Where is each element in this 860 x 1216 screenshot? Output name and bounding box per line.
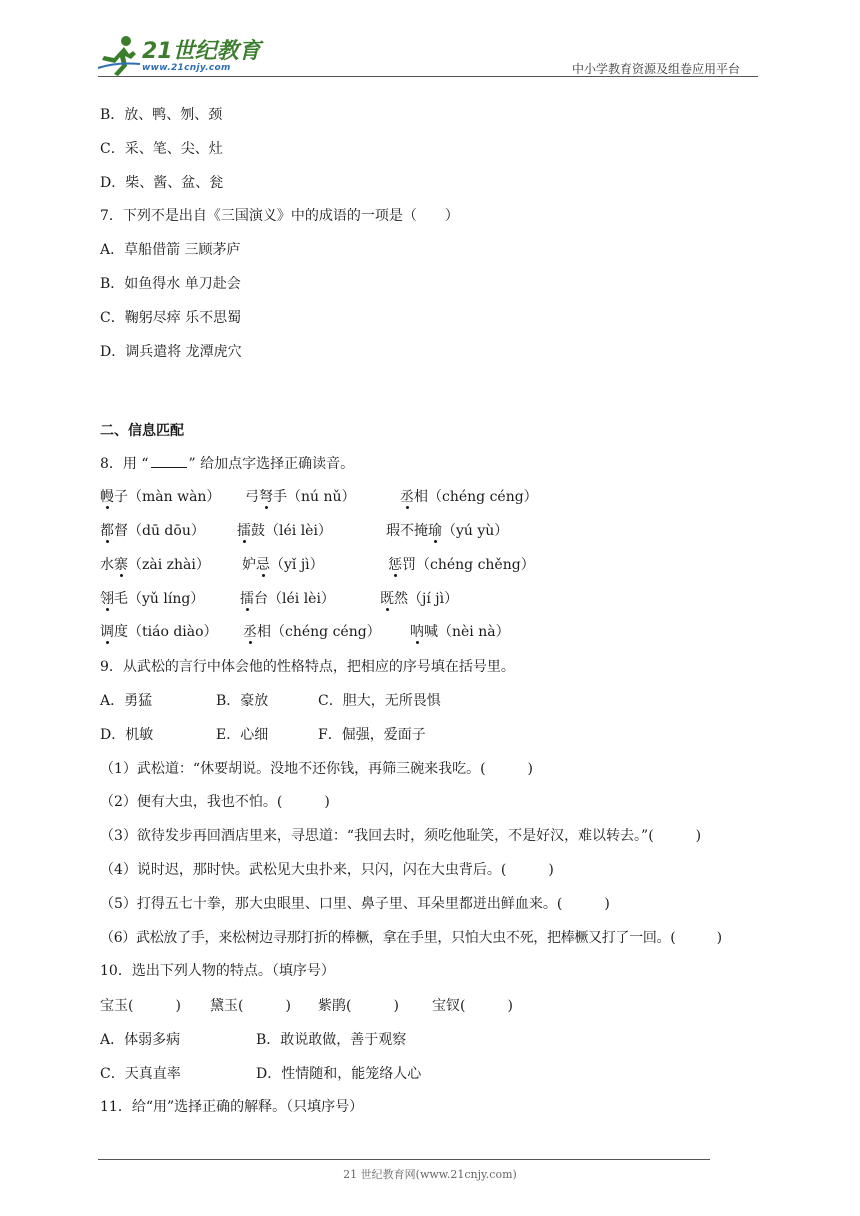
dotted-char: 丞 bbox=[243, 624, 257, 640]
dotted-char: 擂 bbox=[237, 523, 251, 539]
q8-item: 翎毛（yǔ líng） bbox=[100, 591, 205, 607]
q6-option-b: B．放、鸭、刎、颈 bbox=[100, 107, 223, 123]
q6-option-c: C．采、笔、尖、灶 bbox=[100, 141, 223, 157]
q9-option-c: C．胆大，无所畏惧 bbox=[318, 693, 441, 709]
site-logo bbox=[96, 34, 266, 78]
q8-stem bbox=[100, 455, 354, 473]
dotted-char: 瑜 bbox=[428, 523, 442, 539]
q8-item: 幔子（màn wàn） bbox=[100, 489, 221, 505]
q6-option-d: D．柴、酱、盆、瓮 bbox=[100, 175, 224, 191]
q8-stem-pre: 8．用 “ bbox=[100, 456, 149, 472]
section-title: 二、信息匹配 bbox=[100, 423, 184, 439]
q7-option-b: B．如鱼得水 单刀赴会 bbox=[100, 276, 241, 292]
dotted-char: 呐 bbox=[410, 624, 424, 640]
q8-stem-post: ” 给加点字选择正确读音。 bbox=[188, 456, 355, 472]
q10-option-d: D．性情随和，能笼络人心 bbox=[256, 1066, 422, 1082]
q8-item: 擂鼓（léi lèi） bbox=[237, 523, 332, 539]
q7-stem: 7．下列不是出自《三国演义》中的成语的一项是（ ） bbox=[100, 208, 459, 224]
q9-item-1: （1）武松道：“休要胡说。没地不还你钱，再筛三碗来我吃。( ) bbox=[100, 761, 533, 777]
q10-option-c: C．天真直率 bbox=[100, 1066, 181, 1082]
q8-item: 妒忌（yǐ jì） bbox=[242, 557, 324, 573]
q10-blank-baochai: 宝钗( ) bbox=[432, 998, 513, 1014]
q9-stem: 9．从武松的言行中体会他的性格特点，把相应的序号填在括号里。 bbox=[100, 659, 515, 675]
logo-url-text: www.21cnjy.com bbox=[142, 63, 231, 73]
logo-brand-text: 21世纪教育 bbox=[142, 39, 261, 64]
dotted-char: 丞 bbox=[400, 489, 414, 505]
q8-item: 瑕不掩瑜（yú yù） bbox=[386, 523, 509, 539]
answer-blank bbox=[151, 455, 187, 468]
q8-item: 丞相（chéng céng） bbox=[243, 624, 381, 640]
q8-item: 既然（jí jì） bbox=[380, 591, 459, 607]
q10-blank-daiyu: 黛玉( ) bbox=[210, 998, 291, 1014]
q10-option-b: B．敢说敢做，善于观察 bbox=[256, 1032, 407, 1048]
dotted-char: 既 bbox=[380, 591, 394, 607]
dotted-char: 寨 bbox=[114, 557, 128, 573]
dotted-char: 忌 bbox=[256, 557, 270, 573]
dotted-char: 都 bbox=[100, 523, 114, 539]
q7-option-d: D．调兵遣将 龙潭虎穴 bbox=[100, 344, 242, 360]
q8-item: 擂台（léi lèi） bbox=[240, 591, 335, 607]
dotted-char: 翎 bbox=[100, 591, 114, 607]
footer-divider bbox=[98, 1159, 710, 1160]
q11-stem: 11．给“用”选择正确的解释。（只填序号） bbox=[100, 1099, 364, 1115]
q10-blank-baoyu: 宝玉( ) bbox=[100, 998, 181, 1014]
q9-option-f: F．倔强，爱面子 bbox=[318, 727, 426, 743]
q9-option-d: D．机敏 bbox=[100, 727, 154, 743]
q9-item-2: （2）便有大虫，我也不怕。( ) bbox=[100, 794, 330, 810]
q9-item-5: （5）打得五七十拳，那大虫眼里、口里、鼻子里、耳朵里都迸出鲜血来。( ) bbox=[100, 896, 610, 912]
q8-item: 都督（dū dōu） bbox=[100, 523, 205, 539]
dotted-char: 擂 bbox=[240, 591, 254, 607]
q9-option-a: A．勇猛 bbox=[100, 693, 153, 709]
q8-item: 调度（tiáo diào） bbox=[100, 624, 218, 640]
q8-item: 丞相（chéng céng） bbox=[400, 489, 538, 505]
platform-name: 中小学教育资源及组卷应用平台 bbox=[572, 62, 741, 76]
q10-stem: 10．选出下列人物的特点。（填序号） bbox=[100, 963, 335, 979]
runner-logo-icon bbox=[96, 34, 142, 78]
q9-item-6: （6）武松放了手，来松树边寻那打折的棒橛，拿在手里，只怕大虫不死，把棒橛又打了一回。( ) bbox=[100, 930, 722, 946]
q7-option-a: A．草船借箭 三顾茅庐 bbox=[100, 242, 241, 258]
q7-option-c: C．鞠躬尽瘁 乐不思蜀 bbox=[100, 310, 242, 326]
dotted-char: 弩 bbox=[259, 489, 273, 505]
q10-option-a: A．体弱多病 bbox=[100, 1032, 181, 1048]
q9-option-b: B．豪放 bbox=[216, 693, 269, 709]
q9-option-e: E．心细 bbox=[216, 727, 269, 743]
q8-item: 惩罚（chéng chěng） bbox=[388, 557, 535, 573]
dotted-char: 调 bbox=[100, 624, 114, 640]
q8-item: 弓弩手（nú nǔ） bbox=[245, 489, 356, 505]
dotted-char: 幔 bbox=[100, 489, 114, 505]
q8-item: 水寨（zài zhài） bbox=[100, 557, 210, 573]
q9-item-3: （3）欲待发步再回酒店里来，寻思道：“我回去时，须吃他耻笑，不是好汉，难以转去。”( ) bbox=[100, 828, 702, 844]
dotted-char: 惩 bbox=[388, 557, 402, 573]
header-divider bbox=[98, 76, 758, 77]
q10-blank-zijuan: 紫鹃( ) bbox=[318, 998, 399, 1014]
q9-item-4: （4）说时迟，那时快。武松见大虫扑来，只闪，闪在大虫背后。( ) bbox=[100, 862, 554, 878]
q8-item: 呐喊（nèi nà） bbox=[410, 624, 510, 640]
footer-text: 21 世纪教育网(www.21cnjy.com) bbox=[343, 1168, 517, 1181]
